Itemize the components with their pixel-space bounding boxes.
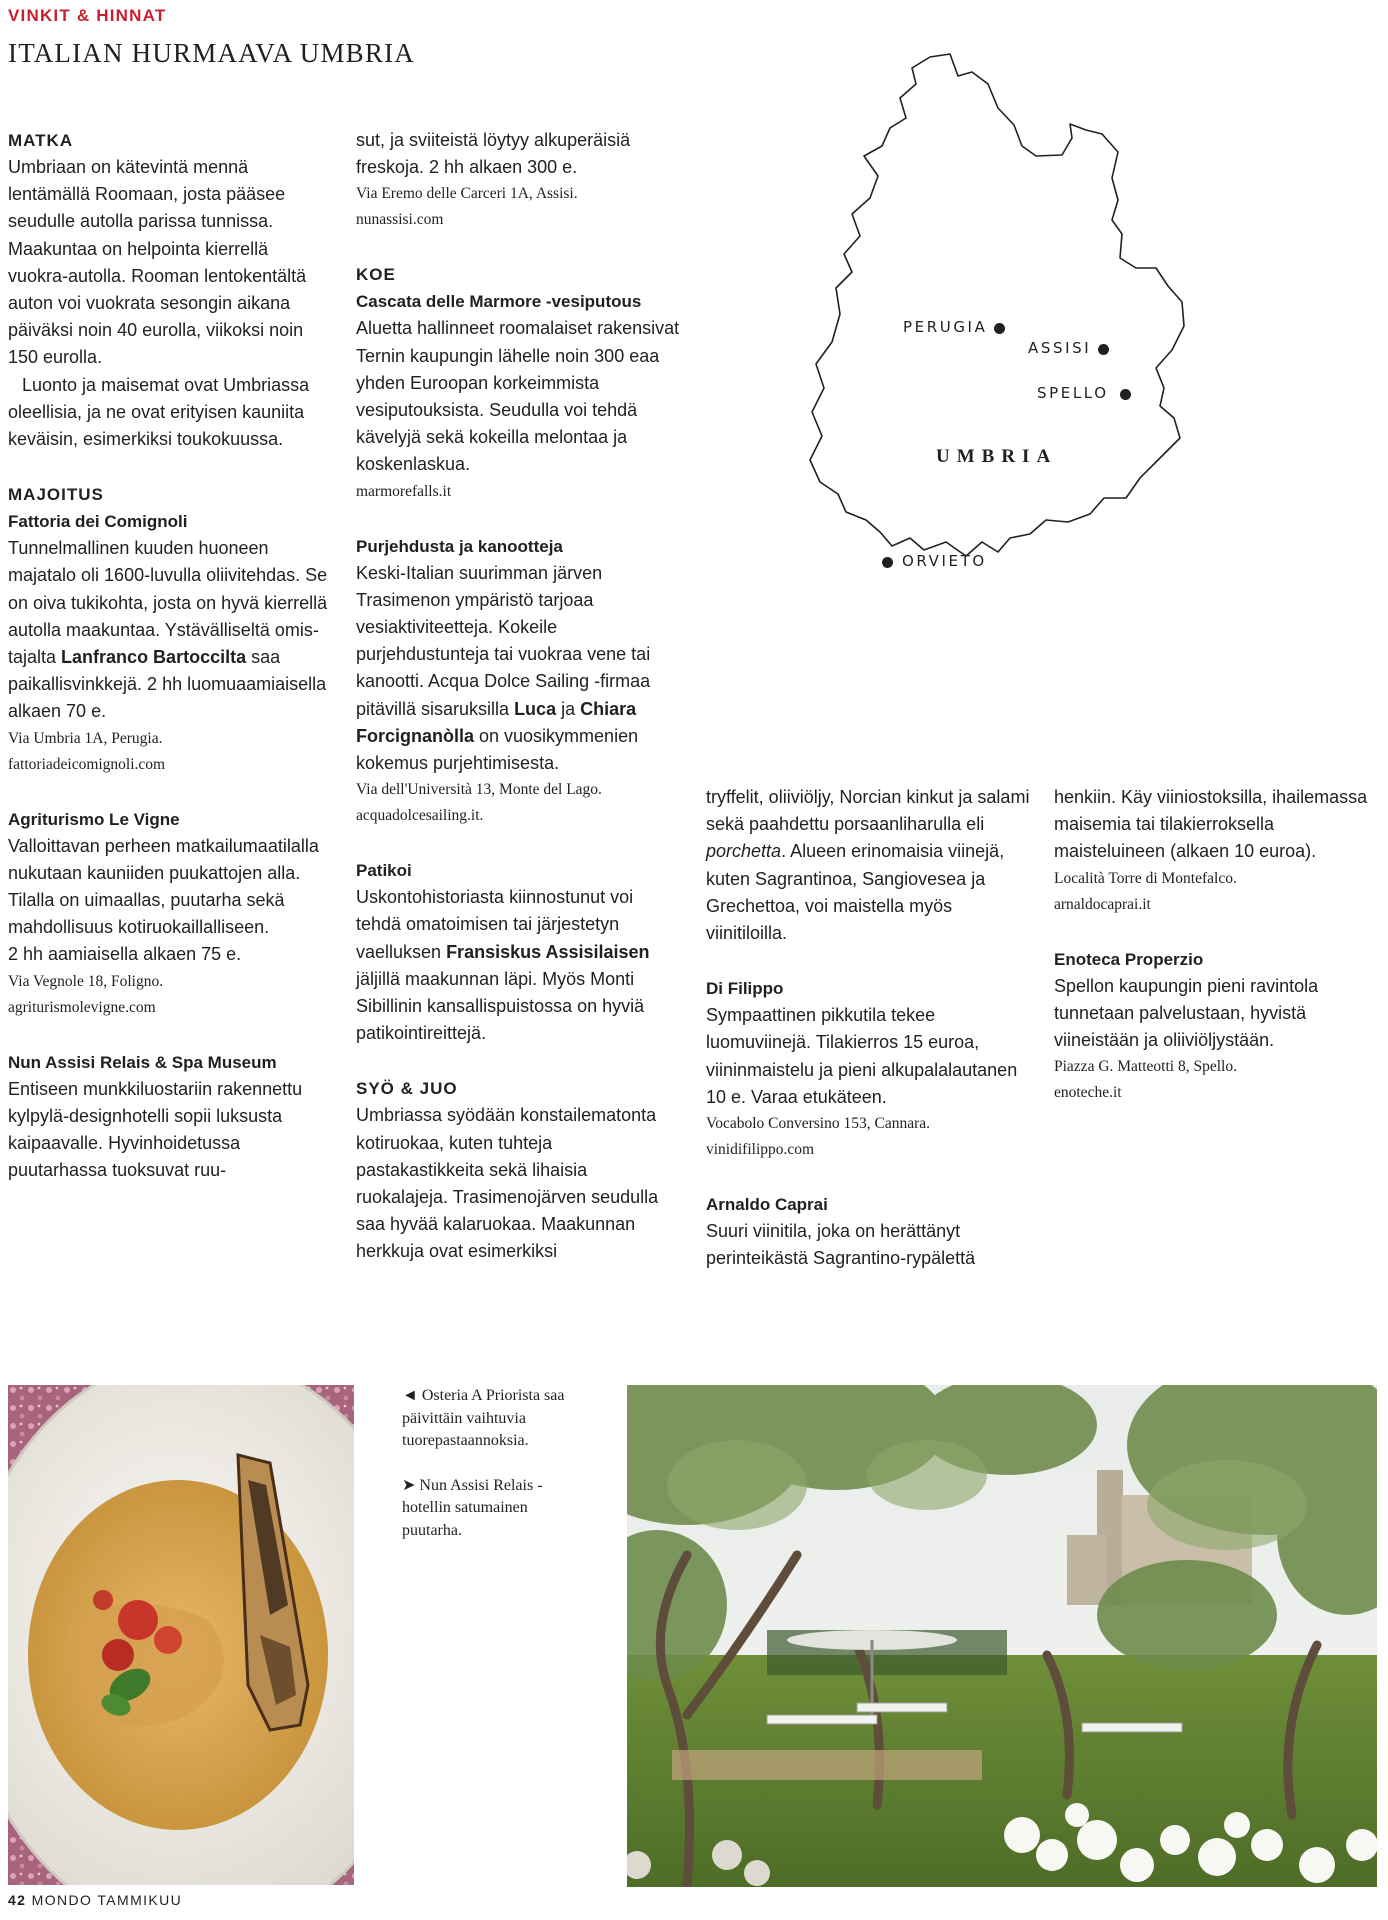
photo-captions [402,1385,582,1542]
article-title: ITALIAN HURMAAVA UMBRIA [8,38,415,68]
map-dot-orvieto [882,557,893,568]
section-heading-syo-juo: SYÖ & JUO [356,1079,458,1099]
syo-juo-text-cont: tryffelit, oliiviöljy, Norcian kinkut ja salami sekä paahdettu porsaanliharulla eli porchetta. Alueen erinomaisia viinejä, kuten Sagrantinoa, Sangiovesea ja Grechettoa, voi maistella myös viinitiloilla. [706,787,1030,944]
di-filippo-website: vinidifilippo.com [706,1141,815,1159]
page-footer [8,1892,182,1908]
section-heading-majoitus: MAJOITUS [8,485,104,505]
map-region-label: UMBRIA [936,446,1058,467]
le-vigne-address: Via Vegnole 18, Foligno. [8,972,164,990]
entry-name-le-vigne: Agriturismo Le Vigne [8,809,180,829]
caption-left: ◄ Osteria A Priorista saa päivittäin vaihtuvia tuorepastaannoksia. [402,1387,565,1449]
column-3 [706,784,1036,1272]
entry-name-patikoi: Patikoi [356,861,412,881]
garden-photo [627,1385,1377,1887]
enoteca-properzio-website: enoteche.it [1054,1084,1122,1102]
arnaldo-caprai-text: Suuri viinitila, joka on herättänyt perinteikästä Sagrantino-rypälettä [706,1221,976,1269]
di-filippo-address: Vocabolo Conversino 153, Cannara. [706,1115,930,1133]
le-vigne-text: Valloittavan perheen matkailumaatilalla nukutaan kauniiden puukattojen alla. Tilalla on uimaallas, puutarha sekä mahdollisuus kotiruokaillalliseen. [8,835,319,938]
cascata-website: marmorefalls.it [356,482,452,500]
arnaldo-caprai-text-cont: henkiin. Käy viiniostoksilla, ihailemassa maisemia tai tilakierroksella maisteluineen (alkaen 10 euroa). [1054,787,1368,862]
purjehdus-address: Via dell'Università 13, Monte del Lago. [356,781,602,799]
nun-assisi-text-cont: sut, ja sviiteistä löytyy alkuperäisiä freskoja. 2 hh alkaen 300 e. [356,130,631,178]
di-filippo-text: Sympaattinen pikkutila tekee luomuviinejä. Tilakierros 15 euroa, viininmaistelu ja pieni alkupalalautanen 10 e. Varaa etukäteen. [706,1005,1018,1107]
section-heading-koe: KOE [356,265,396,285]
map-label-perugia: PERUGIA [903,318,988,336]
entry-name-arnaldo-caprai: Arnaldo Caprai [706,1195,828,1215]
fattoria-website: fattoriadeicomignoli.com [8,755,166,773]
enoteca-properzio-text: Spellon kaupungin pieni ravintola tunnetaan palvelustaan, hyvistä viineistään ja oliiviöljystään. [1054,975,1319,1051]
arnaldo-caprai-website: arnaldocaprai.it [1054,895,1151,913]
nun-assisi-address: Via Eremo delle Carceri 1A, Assisi. [356,185,578,203]
cascata-text: Aluetta hallinneet roomalaiset rakensivat Ternin kaupungin lähelle noin 300 eaa yhden Euroopan korkeimmista vesiputouksista. Seudulla voi tehdä kävelyjä sekä kokeilla melontaa ja koskenlaskua. [356,318,680,475]
entry-name-cascata: Cascata delle Marmore -vesiputous [356,292,642,312]
caption-right: ➤ Nun Assisi Relais -hotellin satumainen puutarha. [402,1476,543,1539]
purjehdus-website: acquadolcesailing.it. [356,807,484,825]
purjehdus-text: Keski-Italian suurimman järven Trasimenon ympäristö tarjoaa vesiaktiviteetteja. Kokeile purjehdustunteja tai vuokraa vene tai kanootti. Acqua Dolce Sailing -firmaa pitävillä sisaruksilla Luca ja Chiara Forcignanòlla on vuosikymmenien kokemus purjehtimisesta. [356,562,651,774]
patikoi-text: Uskontohistoriasta kiinnostunut voi tehdä omatoimisen tai järjestetyn vaelluksen Fransiskus Assisilaisen jäljillä maakunnan läpi. Myös Monti Sibillinin kansallispuistossa on hyviä patikointireittejä. [356,887,650,1044]
entry-name-enoteca-properzio: Enoteca Properzio [1054,949,1204,969]
map-dot-assisi [1098,344,1109,355]
arnaldo-caprai-address: Località Torre di Montefalco. [1054,869,1237,887]
map-dot-perugia [994,323,1005,334]
fattoria-address: Via Umbria 1A, Perugia. [8,729,163,747]
nun-assisi-website: nunassisi.com [356,211,444,229]
food-photo [8,1385,354,1885]
le-vigne-website: agriturismolevigne.com [8,998,156,1016]
matka-text: Umbriaan on kätevintä mennä lentämällä Roomaan, josta pääsee seudulle autolla parissa tunnissa. Maakuntaa on helpointa kierrellä vuokra-autolla. Rooman lentokentältä auton voi vuokrata sesongin aikana päiväksi noin 40 eurolla, viikoksi noin 150 eurolla. [8,157,307,368]
le-vigne-price: 2 hh aamiaisella alkaen 75 e. [8,944,242,965]
page-number: 42 [8,1892,27,1908]
map-label-spello: SPELLO [1037,384,1109,402]
umbria-border [810,54,1184,556]
umbria-map [800,50,1388,750]
entry-name-purjehdus: Purjehdusta ja kanootteja [356,536,563,556]
column-1 [8,127,328,1184]
nun-assisi-text: Entiseen munkkiluostariin rakennettu kylpylä-designhotelli sopii luksusta kaipaavalle. Hyvinhoidetussa puutarhassa tuoksuvat ruu- [8,1078,303,1181]
entry-name-nun-assisi: Nun Assisi Relais & Spa Museum [8,1052,277,1072]
fattoria-text: Tunnelmallinen kuuden huoneen majatalo oli 1600-luvulla oliivitehdas. Se on oiva tukikohta, josta on hyvä kierrellä autolla maakuntaa. Ystävälliseltä omistajalta Lanfranco Bartoccilta saa paikallisvinkkejä. 2 hh luomuaamiaisella alkaen 70 e. [8,538,328,722]
section-kicker: VINKIT & HINNAT [8,6,167,25]
magazine-issue: MONDO TAMMIKUU [31,1892,183,1908]
column-2 [356,127,682,1266]
entry-name-di-filippo: Di Filippo [706,979,784,999]
section-heading-matka: MATKA [8,131,74,150]
entry-name-fattoria: Fattoria dei Comignoli [8,512,188,532]
matka-text-2: Luonto ja maisemat ovat Umbriassa oleellisia, ja ne ovat erityisen kauniita keväisin, esimerkiksi toukokuussa. [8,374,310,450]
map-dot-spello [1120,389,1131,400]
map-label-assisi: ASSISI [1028,339,1092,357]
map-label-orvieto: ORVIETO [902,552,987,570]
enoteca-properzio-address: Piazza G. Matteotti 8, Spello. [1054,1058,1237,1076]
syo-juo-text: Umbriassa syödään konstailematonta kotiruokaa, kuten tuhteja pastakastikkeita sekä lihaisia ruokalajeja. Trasimenojärven seudulla saa hyvää kalaruokaa. Maakunnan herkkuja ovat esimerkiksi [356,1105,659,1262]
column-4 [1054,784,1384,1106]
